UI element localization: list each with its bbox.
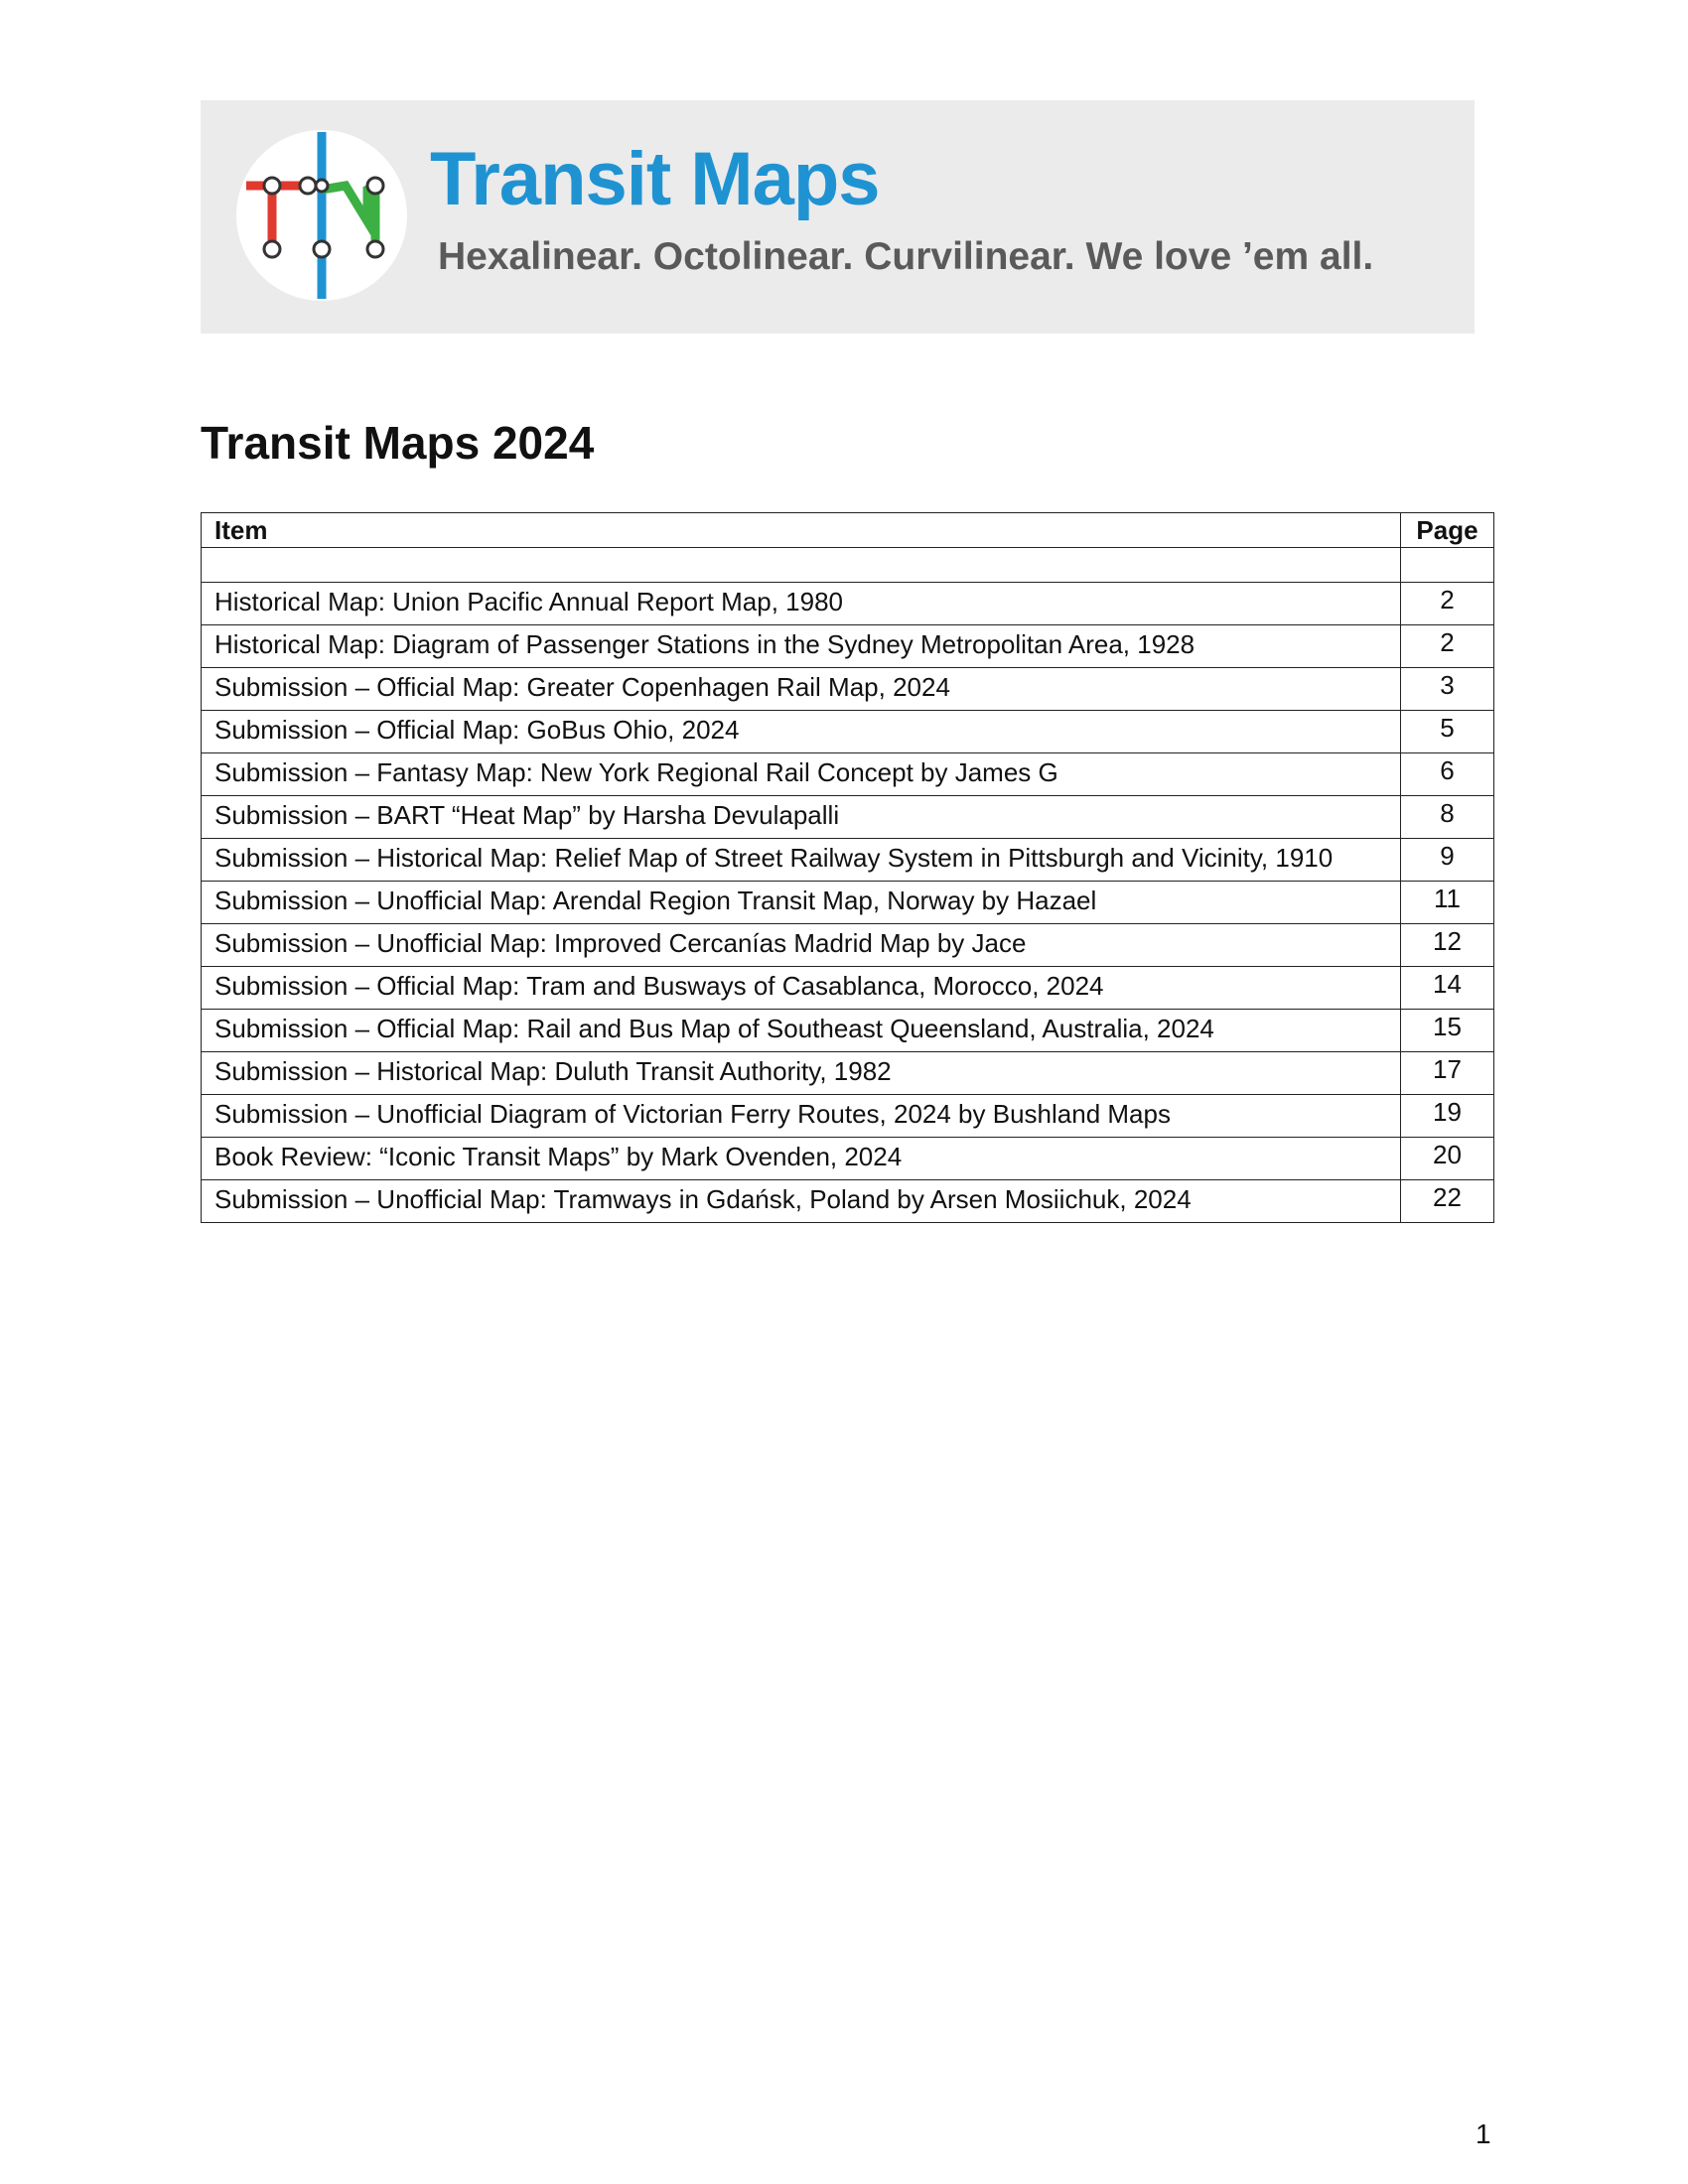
table-of-contents xyxy=(201,512,1494,1223)
table-row xyxy=(202,753,1494,796)
toc-item: Historical Map: Diagram of Passenger Stations in the Sydney Metropolitan Area, 1928 xyxy=(202,625,1401,668)
toc-page: 12 xyxy=(1401,924,1494,967)
toc-page: 20 xyxy=(1401,1138,1494,1180)
blank-row xyxy=(202,548,1494,583)
brand-title: Transit Maps xyxy=(430,137,880,221)
toc-page: 5 xyxy=(1401,711,1494,753)
toc-page: 19 xyxy=(1401,1095,1494,1138)
toc-item: Submission – BART “Heat Map” by Harsha Devulapalli xyxy=(202,796,1401,839)
table-row xyxy=(202,882,1494,924)
table-row xyxy=(202,668,1494,711)
toc-item: Submission – Official Map: GoBus Ohio, 2024 xyxy=(202,711,1401,753)
toc-item: Submission – Fantasy Map: New York Regional Rail Concept by James G xyxy=(202,753,1401,796)
toc-page: 9 xyxy=(1401,839,1494,882)
toc-item: Submission – Historical Map: Duluth Transit Authority, 1982 xyxy=(202,1052,1401,1095)
toc-page: 8 xyxy=(1401,796,1494,839)
toc-item: Submission – Historical Map: Relief Map of Street Railway System in Pittsburgh and Vicinity, 1910 xyxy=(202,839,1401,882)
toc-item: Submission – Unofficial Map: Improved Cercanías Madrid Map by Jace xyxy=(202,924,1401,967)
brand-tagline: Hexalinear. Octolinear. Curvilinear. We love ’em all. xyxy=(438,235,1374,278)
table-row xyxy=(202,1010,1494,1052)
toc-item: Submission – Unofficial Diagram of Victorian Ferry Routes, 2024 by Bushland Maps xyxy=(202,1095,1401,1138)
column-header-page: Page xyxy=(1401,513,1494,548)
table-row xyxy=(202,711,1494,753)
table-row xyxy=(202,967,1494,1010)
table-row xyxy=(202,625,1494,668)
table-row xyxy=(202,1052,1494,1095)
transit-maps-logo xyxy=(236,130,407,301)
table-row xyxy=(202,1180,1494,1223)
blank-cell xyxy=(1401,548,1494,583)
tm-logo-icon xyxy=(236,130,407,301)
toc-page: 17 xyxy=(1401,1052,1494,1095)
table-row xyxy=(202,796,1494,839)
toc-page: 2 xyxy=(1401,583,1494,625)
blank-cell xyxy=(202,548,1401,583)
toc-item: Historical Map: Union Pacific Annual Report Map, 1980 xyxy=(202,583,1401,625)
toc-item: Submission – Official Map: Greater Copenhagen Rail Map, 2024 xyxy=(202,668,1401,711)
page-number: 1 xyxy=(1476,2118,1491,2149)
table-row xyxy=(202,924,1494,967)
toc-page: 14 xyxy=(1401,967,1494,1010)
table-row xyxy=(202,583,1494,625)
toc-item: Book Review: “Iconic Transit Maps” by Mark Ovenden, 2024 xyxy=(202,1138,1401,1180)
toc-item: Submission – Official Map: Rail and Bus Map of Southeast Queensland, Australia, 2024 xyxy=(202,1010,1401,1052)
toc-item: Submission – Unofficial Map: Arendal Region Transit Map, Norway by Hazael xyxy=(202,882,1401,924)
table-header-row xyxy=(202,513,1494,548)
toc-page: 3 xyxy=(1401,668,1494,711)
table-row xyxy=(202,1138,1494,1180)
toc-item: Submission – Official Map: Tram and Busways of Casablanca, Morocco, 2024 xyxy=(202,967,1401,1010)
table-row xyxy=(202,1095,1494,1138)
page-title: Transit Maps 2024 xyxy=(201,417,595,469)
toc-page: 11 xyxy=(1401,882,1494,924)
toc-page: 2 xyxy=(1401,625,1494,668)
toc-item: Submission – Unofficial Map: Tramways in Gdańsk, Poland by Arsen Mosiichuk, 2024 xyxy=(202,1180,1401,1223)
header-banner xyxy=(201,100,1475,334)
column-header-item: Item xyxy=(202,513,1401,548)
toc-page: 6 xyxy=(1401,753,1494,796)
table-row xyxy=(202,839,1494,882)
toc-page: 22 xyxy=(1401,1180,1494,1223)
toc-page: 15 xyxy=(1401,1010,1494,1052)
